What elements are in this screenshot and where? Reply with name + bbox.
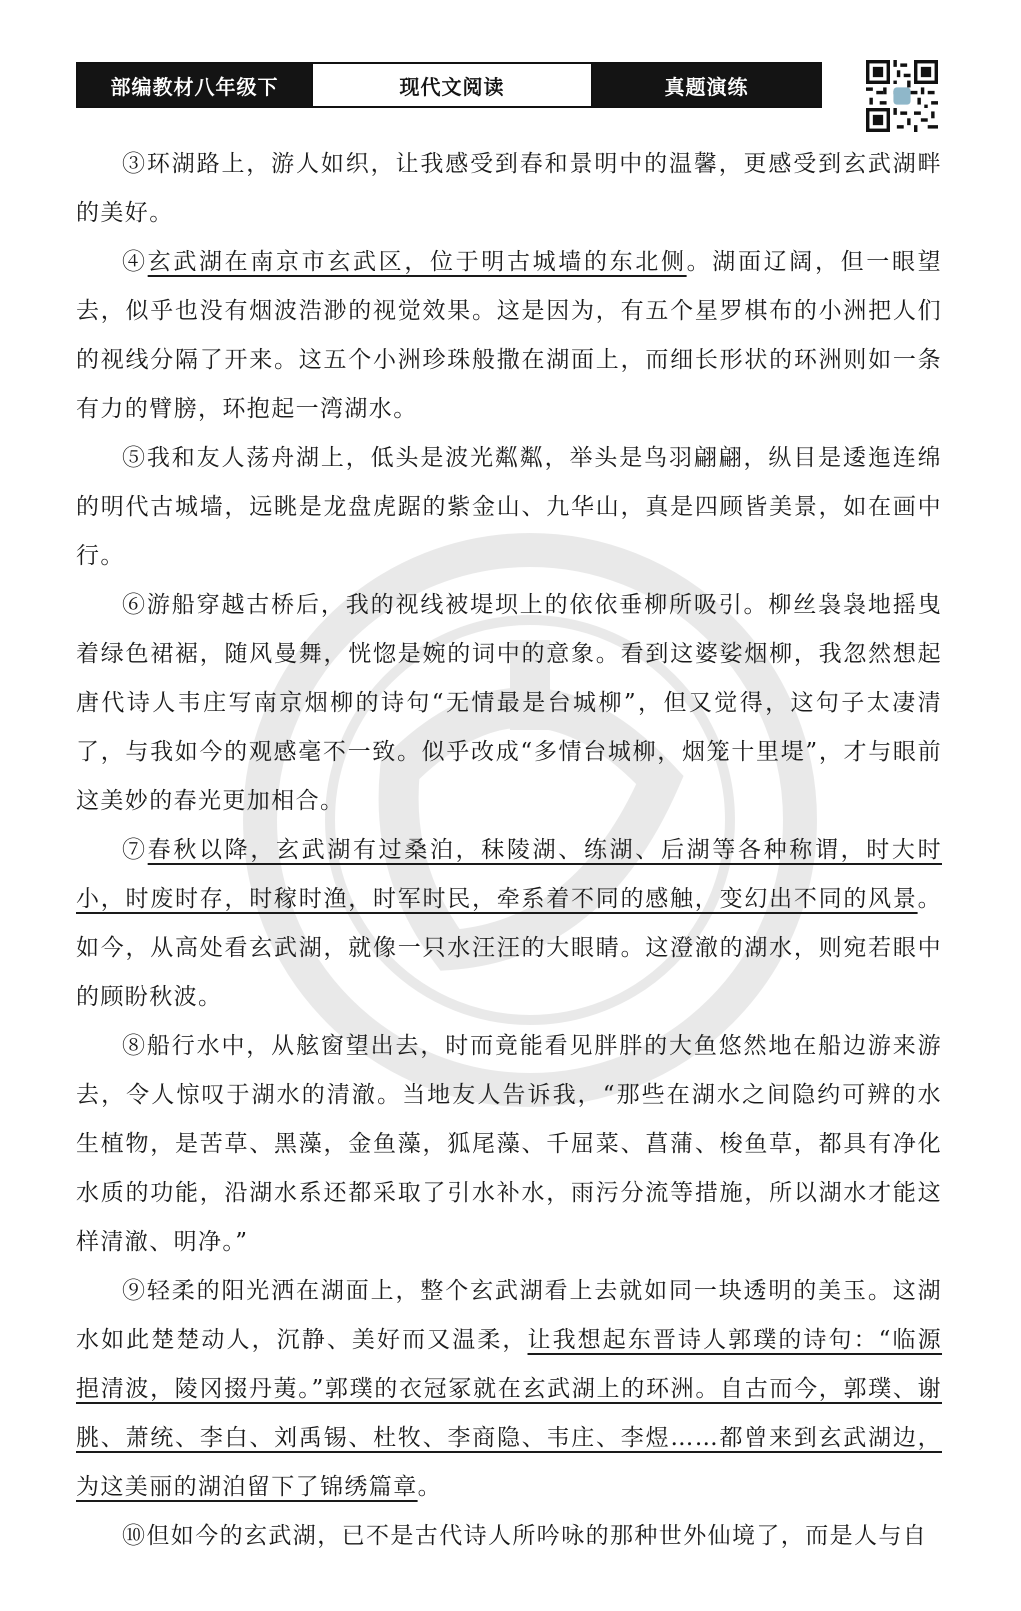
- header-section-label: 现代文阅读: [311, 64, 593, 106]
- paragraph: [76, 1512, 942, 1561]
- paragraph-text: ⑦: [122, 837, 148, 863]
- underlined-text: 春秋以降，玄武湖有过桑泊，秣陵湖、练湖、后湖等各种称谓，时大时小，时废时存，时稼时渔，时军时民，牵系着不同的感触，变幻出不同的风景: [76, 837, 942, 912]
- header-bar: [76, 62, 822, 108]
- paragraph-text: 。湖面辽阔，但一眼望去，似乎也没有烟波浩渺的视觉效果。这是因为，有五个星罗棋布的小洲把人们的视线分隔了开来。这五个小洲珍珠般撒在湖面上，而细长形状的环洲则如一条有力的臂膀，环抱起一湾湖水。: [76, 249, 943, 422]
- header-practice-label: 真题演练: [593, 64, 820, 106]
- paragraph-text: 。如今，从高处看玄武湖，就像一只水汪汪的大眼睛。这澄澈的湖水，则宛若眼中的顾盼秋波。: [76, 886, 942, 1010]
- paragraph-text: ⑧船行水中，从舷窗望出去，时而竟能看见胖胖的大鱼悠然地在船边游来游去，令人惊叹于湖水的清澈。当地友人告诉我，“那些在湖水之间隐约可辨的水生植物，是苦草、黑藻，金鱼藻，狐尾藻、千屈菜、菖蒲、梭鱼草，都具有净化水质的功能，沿湖水系还都采取了引水补水，雨污分流等措施，所以湖水才能这样清澈、明净。”: [76, 1033, 942, 1255]
- paragraph: [76, 1022, 942, 1267]
- paragraph-text: ⑩但如今的玄武湖，已不是古代诗人所吟咏的那种世外仙境了，而是人与自: [122, 1523, 928, 1549]
- paragraph-text: ⑨轻柔的阳光洒在湖面上，整个玄武湖看上去就如同一块透明的美玉。这湖水如此楚楚动人，沉静、美好而又温柔，: [76, 1278, 942, 1353]
- paragraph-text: ⑤我和友人荡舟湖上，低头是波光粼粼，举头是鸟羽翩翩，纵目是逶迤连绵的明代古城墙，远眺是龙盘虎踞的紫金山、九华山，真是四顾皆美景，如在画中行。: [76, 445, 942, 569]
- header-textbook-label: 部编教材八年级下: [78, 64, 311, 106]
- qr-code-icon: [866, 60, 938, 132]
- paragraph-text: ③环湖路上，游人如织，让我感受到春和景明中的温馨，更感受到玄武湖畔的美好。: [76, 151, 942, 226]
- paragraph-text: 。: [417, 1474, 443, 1500]
- paragraph: [76, 238, 942, 434]
- paragraph-text: ④: [122, 249, 148, 275]
- paragraph: [76, 581, 942, 826]
- paragraph: [76, 434, 942, 581]
- paragraph: [76, 826, 942, 1022]
- article-body: [76, 140, 942, 1561]
- paragraph: [76, 140, 942, 238]
- paragraph-text: ⑥游船穿越古桥后，我的视线被堤坝上的依依垂柳所吸引。柳丝袅袅地摇曳着绿色裙裾，随风曼舞，恍惚是婉的词中的意象。看到这婆娑烟柳，我忽然想起唐代诗人韦庄写南京烟柳的诗句“无情最是台城柳”，但又觉得，这句子太凄清了，与我如今的观感毫不一致。似乎改成“多情台城柳，烟笼十里堤”，才与眼前这美妙的春光更加相合。: [76, 592, 942, 814]
- underlined-text: 让我想起东晋诗人郭璞的诗句：“临源挹清波，陵冈掇丹荑。”郭璞的衣冠冢就在玄武湖上的环洲。自古而今，郭璞、谢朓、萧统、李白、刘禹锡、杜牧、李商隐、韦庄、李煜……都曾来到玄武湖边，为这美丽的湖泊留下了锦绣篇章: [76, 1327, 943, 1500]
- underlined-text: 玄武湖在南京市玄武区，位于明古城墙的东北侧: [147, 249, 687, 275]
- paragraph: [76, 1267, 942, 1512]
